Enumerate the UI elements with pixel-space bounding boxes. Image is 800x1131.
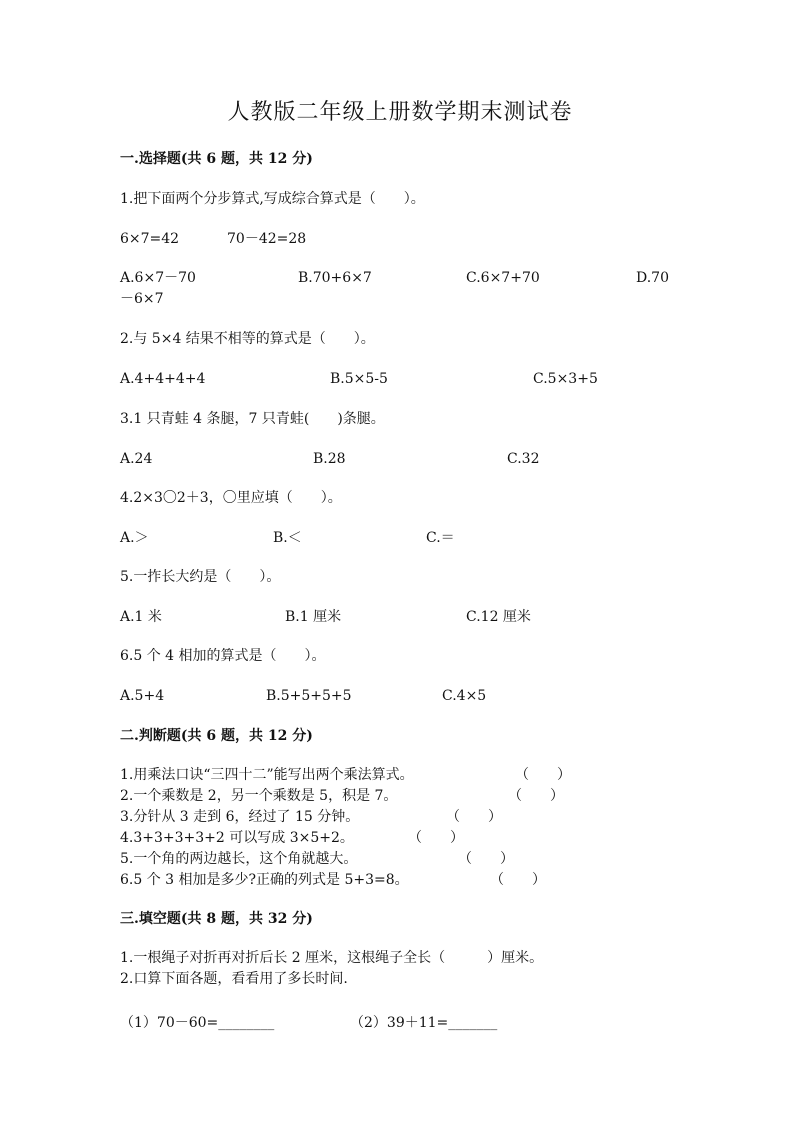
option-a[interactable]: A.24 — [120, 451, 153, 467]
page-title: 人教版二年级上册数学期末测试卷 — [227, 100, 573, 125]
question-stem: 5.一拃长大约是（ ）。 — [120, 569, 281, 585]
option-c[interactable]: C.＝ — [426, 530, 455, 546]
question-stem: 3.1 只青蛙 4 条腿，7 只青蛙( )条腿。 — [120, 411, 385, 427]
option-b[interactable]: B.5×5-5 — [330, 371, 388, 387]
section-heading-judgement: 二.判断题(共 6 题，共 12 分) — [120, 728, 313, 744]
option-d-continuation: －6×7 — [120, 291, 164, 307]
option-c[interactable]: C.4×5 — [442, 688, 487, 704]
given-equation: 6×7=42 — [120, 231, 180, 247]
option-c[interactable]: C.32 — [507, 451, 540, 467]
option-a[interactable]: A.＞ — [120, 530, 149, 546]
option-d[interactable]: D.70 — [636, 270, 669, 286]
given-equation: 70－42=28 — [227, 231, 307, 247]
question-stem: 2.与 5×4 结果不相等的算式是（ ）。 — [120, 331, 375, 347]
answer-blank[interactable]: （ ） — [458, 851, 514, 867]
option-b[interactable]: B.70+6×7 — [298, 270, 372, 286]
section-heading-choice: 一.选择题(共 6 题，共 12 分) — [120, 151, 313, 167]
fill-in-question: 1.一根绳子对折再对折后长 2 厘米，这根绳子全长（ ）厘米。 — [120, 950, 544, 966]
option-b[interactable]: B.＜ — [273, 530, 302, 546]
answer-blank[interactable]: （ ） — [508, 788, 564, 804]
option-b[interactable]: B.28 — [313, 451, 346, 467]
judgement-item: 3.分针从 3 走到 6，经过了 15 分钟。 — [120, 809, 360, 825]
answer-blank[interactable]: （ ） — [515, 767, 571, 783]
sub-question[interactable]: （1）70－60=________ — [120, 1015, 275, 1031]
answer-blank[interactable]: （ ） — [490, 872, 546, 888]
judgement-item: 4.3+3+3+3+2 可以写成 3×5+2。 — [120, 830, 354, 846]
question-stem: 4.2×3〇2＋3，〇里应填（ ）。 — [120, 490, 342, 506]
option-c[interactable]: C.5×3+5 — [533, 371, 598, 387]
judgement-item: 6.5 个 3 相加是多少?正确的列式是 5+3=8。 — [120, 872, 409, 888]
judgement-item: 2.一个乘数是 2，另一个乘数是 5，积是 7。 — [120, 788, 398, 804]
question-stem: 1.把下面两个分步算式,写成综合算式是（ ）。 — [120, 191, 425, 207]
answer-blank[interactable]: （ ） — [408, 830, 464, 846]
section-heading-fill-in: 三.填空题(共 8 题，共 32 分) — [120, 911, 313, 927]
question-stem: 6.5 个 4 相加的算式是（ ）。 — [120, 648, 326, 664]
option-c[interactable]: C.12 厘米 — [466, 609, 531, 625]
option-a[interactable]: A.4+4+4+4 — [120, 371, 206, 387]
fill-in-question: 2.口算下面各题，看看用了多长时间. — [120, 971, 348, 987]
option-a[interactable]: A.5+4 — [120, 688, 165, 704]
answer-blank[interactable]: （ ） — [446, 809, 502, 825]
judgement-item: 1.用乘法口诀“三四十二”能写出两个乘法算式。 — [120, 767, 414, 783]
judgement-item: 5.一个角的两边越长，这个角就越大。 — [120, 851, 358, 867]
sub-question[interactable]: （2）39＋11=_______ — [350, 1015, 498, 1031]
option-a[interactable]: A.6×7－70 — [120, 270, 196, 286]
option-b[interactable]: B.1 厘米 — [285, 609, 342, 625]
option-c[interactable]: C.6×7+70 — [466, 270, 540, 286]
option-a[interactable]: A.1 米 — [120, 609, 162, 625]
option-b[interactable]: B.5+5+5+5 — [266, 688, 352, 704]
